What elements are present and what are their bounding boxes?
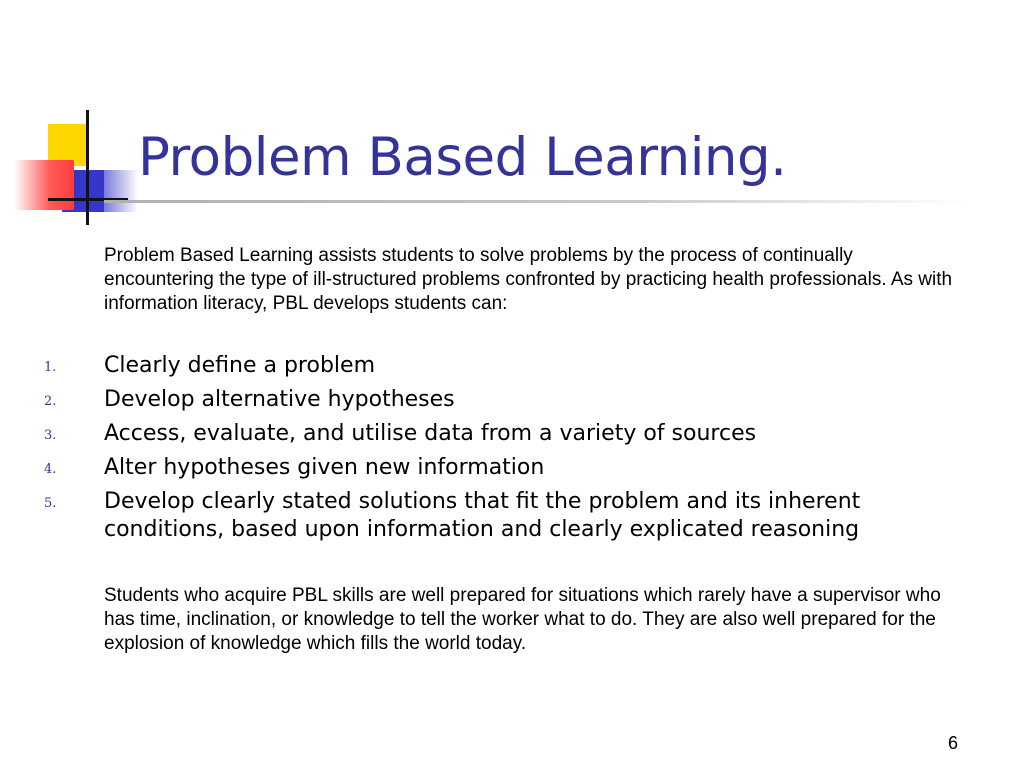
skills-list [0, 352, 1000, 550]
list-item-text: Develop clearly stated solutions that fit the problem and its inherent conditions, based upon information and clearly explicated reasoning [104, 489, 861, 542]
list-number: 3. [44, 428, 57, 443]
slide-title: Problem Based Learning. [138, 127, 787, 188]
page-number: 6 [948, 733, 959, 753]
intro-paragraph: Problem Based Learning assists students to solve problems by the process of continually encountering the type of ill-structured problems confronted by practicing health professionals. As with information literacy, PBL develops students can: [104, 245, 953, 314]
blue-fade-square [100, 170, 138, 212]
list-item-text: Alter hypotheses given new information [104, 455, 545, 480]
list-item-text: Access, evaluate, and utilise data from a variety of sources [104, 421, 757, 446]
vertical-line [86, 110, 89, 225]
decorative-logo-squares [0, 100, 150, 230]
list-item [0, 488, 1000, 544]
list-item-text: Clearly define a problem [104, 353, 375, 378]
list-item [0, 454, 1000, 482]
red-square [14, 160, 74, 210]
list-item [0, 386, 1000, 414]
list-number: 2. [44, 394, 57, 409]
list-item [0, 352, 1000, 380]
closing-paragraph: Students who acquire PBL skills are well prepared for situations which rarely have a supervisor who has time, inclination, or knowledge to tell the worker what to do. They are also well prepared for the explosion of knowledge which fills the world today. [104, 585, 941, 654]
list-item-text: Develop alternative hypotheses [104, 387, 455, 412]
title-underline [104, 200, 974, 203]
list-number: 1. [44, 360, 57, 375]
list-number: 5. [44, 496, 57, 511]
list-item [0, 420, 1000, 448]
list-number: 4. [44, 462, 57, 477]
